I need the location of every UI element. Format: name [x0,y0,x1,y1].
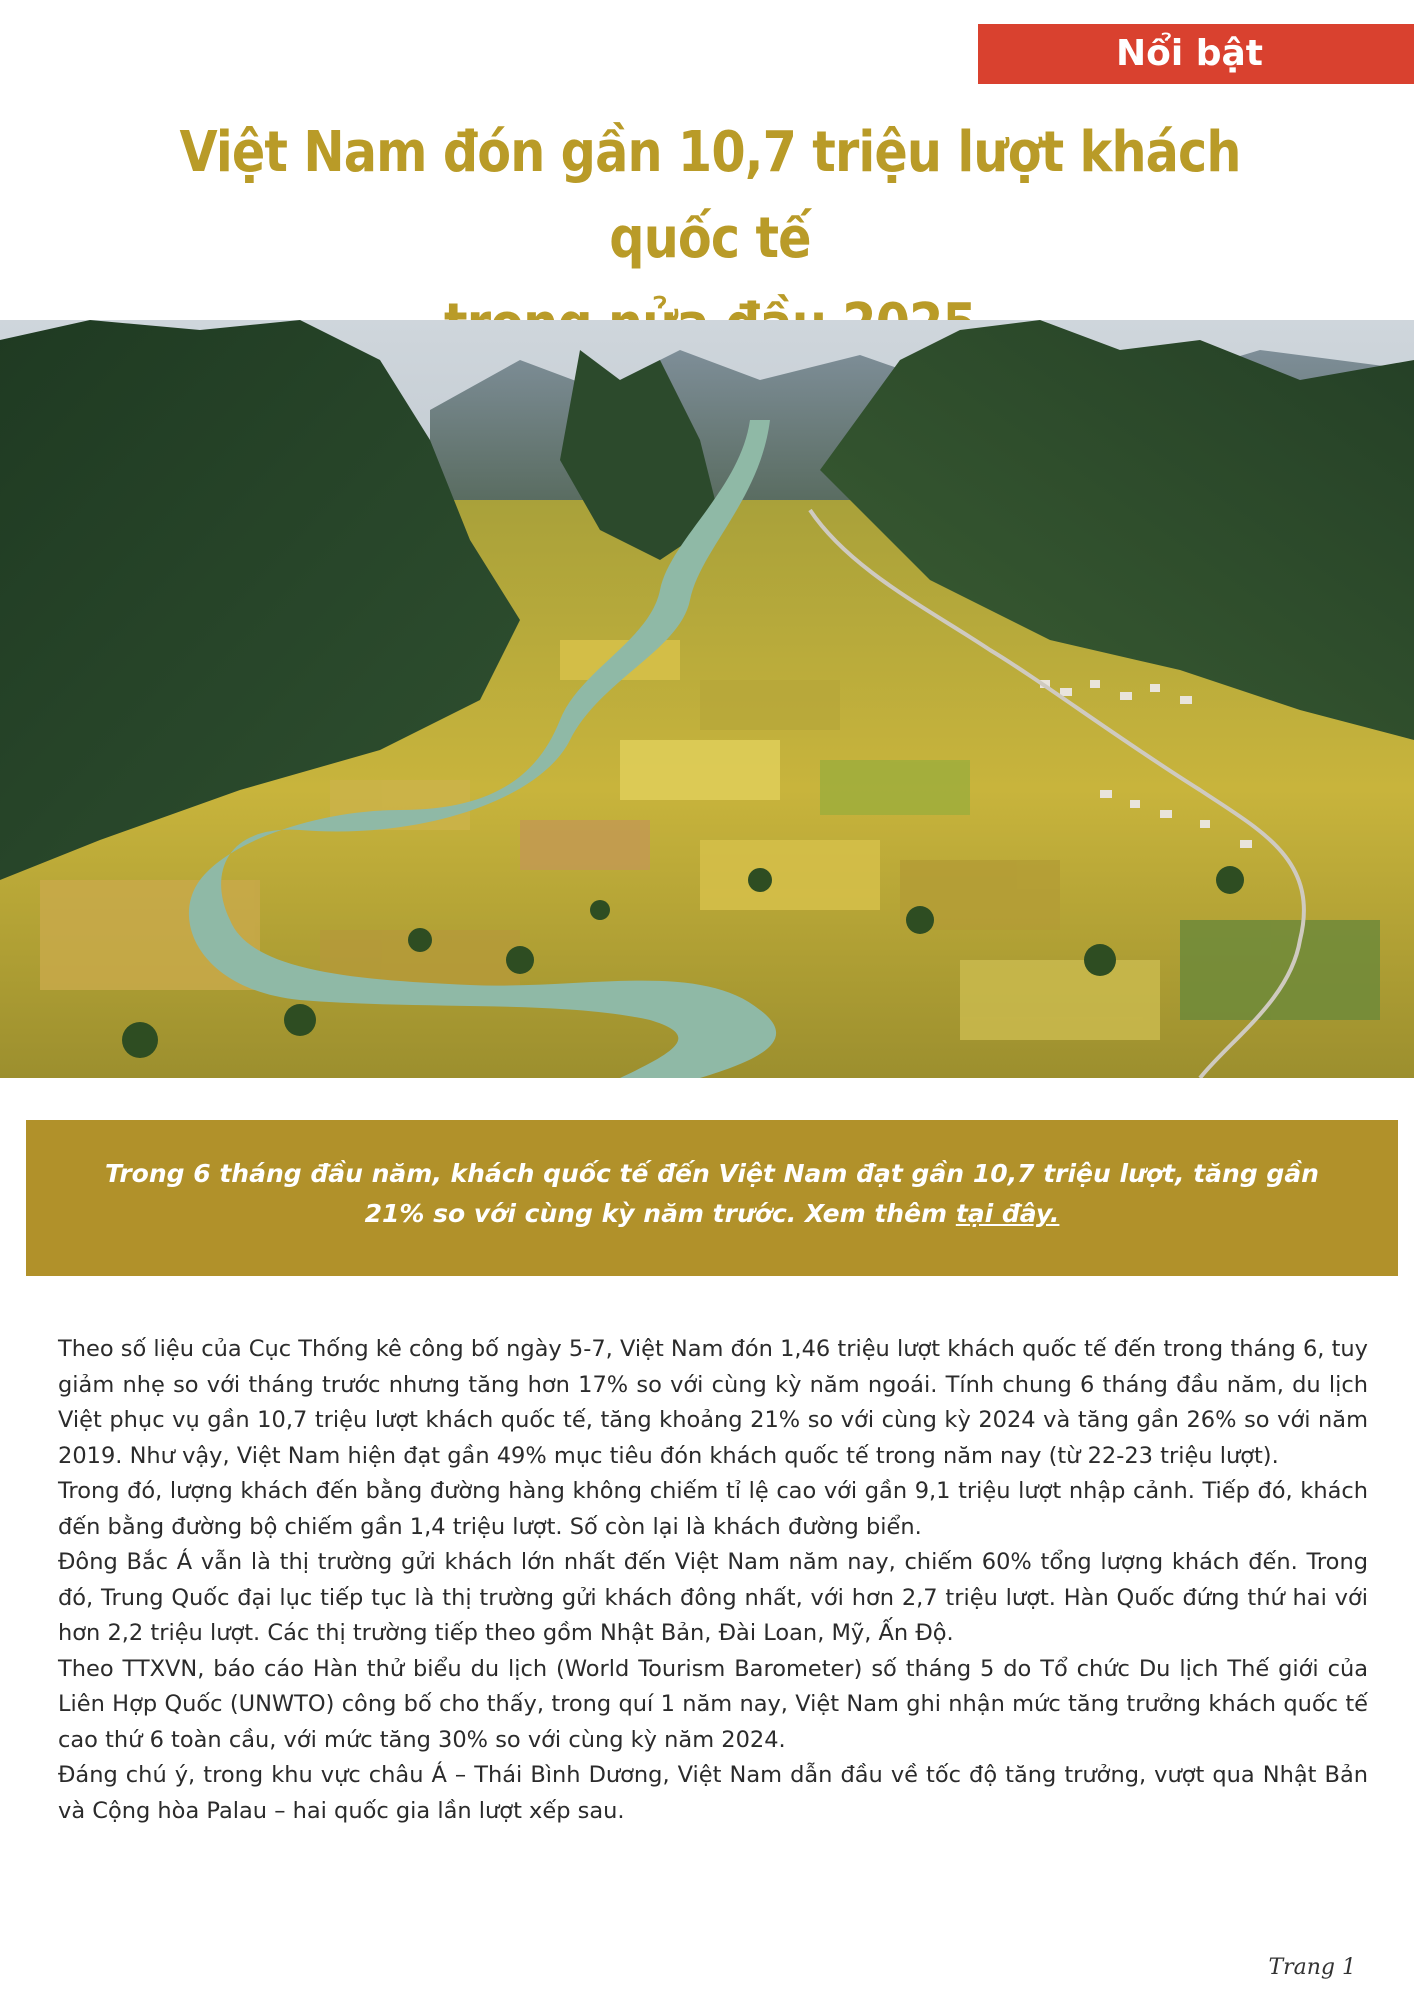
paragraph-3: Đông Bắc Á vẫn là thị trường gửi khách lớn nhất đến Việt Nam năm nay, chiếm 60% tổng lượng khách đến. Trong đó, Trung Quốc đại lục tiếp tục là thị trường gửi khách đông nhất, với hơn 2,7 triệu lượt. Hàn Quốc đứng thứ hai với hơn 2,2 triệu lượt. Các thị trường tiếp theo gồm Nhật Bản, Đài Loan, Mỹ, Ấn Độ. [58,1549,1368,1646]
read-more-link[interactable]: tại đây. [955,1199,1060,1228]
highlight-badge: Nổi bật [978,24,1414,84]
paragraph-1: Theo số liệu của Cục Thống kê công bố ngày 5-7, Việt Nam đón 1,46 triệu lượt khách quốc tế đến trong tháng 6, tuy giảm nhẹ so với tháng trước nhưng tăng hơn 17% so với cùng kỳ năm ngoái. Tính chung 6 tháng đầu năm, du lịch Việt phục vụ gần 10,7 triệu lượt khách quốc tế, tăng khoảng 21% so với cùng kỳ 2024 và tăng gần 26% so với năm 2019. Như vậy, Việt Nam hiện đạt gần 49% mục tiêu đón khách quốc tế trong năm nay (từ 22-23 triệu lượt). [58,1336,1368,1469]
article-body [58,1332,1368,1829]
paragraph-2: Trong đó, lượng khách đến bằng đường hàng không chiếm tỉ lệ cao với gần 9,1 triệu lượt nhập cảnh. Tiếp đó, khách đến bằng đường bộ chiếm gần 1,4 triệu lượt. Số còn lại là khách đường biển. [58,1478,1368,1540]
title-line-1: Việt Nam đón gần 10,7 triệu lượt khách quốc tế [179,120,1241,271]
landscape-photo [0,320,1414,1078]
paragraph-5: Đáng chú ý, trong khu vực châu Á – Thái Bình Dương, Việt Nam dẫn đầu về tốc độ tăng trưởng, vượt qua Nhật Bản và Cộng hòa Palau – hai quốc gia lần lượt xếp sau. [58,1762,1368,1824]
page-number: Trang 1 [1268,1955,1356,1980]
summary-text: Trong 6 tháng đầu năm, khách quốc tế đến Việt Nam đạt gần 10,7 triệu lượt, tăng gần 21% so với cùng kỳ năm trước. Xem thêm [105,1159,1319,1228]
paragraph-4: Theo TTXVN, báo cáo Hàn thử biểu du lịch (World Tourism Barometer) số tháng 5 do Tổ chức Du lịch Thế giới của Liên Hợp Quốc (UNWTO) công bố cho thấy, trong quí 1 năm nay, Việt Nam ghi nhận mức tăng trưởng khách quốc tế cao thứ 6 toàn cầu, với mức tăng 30% so với cùng kỳ năm 2024. [58,1655,1368,1753]
summary-callout [26,1120,1398,1276]
